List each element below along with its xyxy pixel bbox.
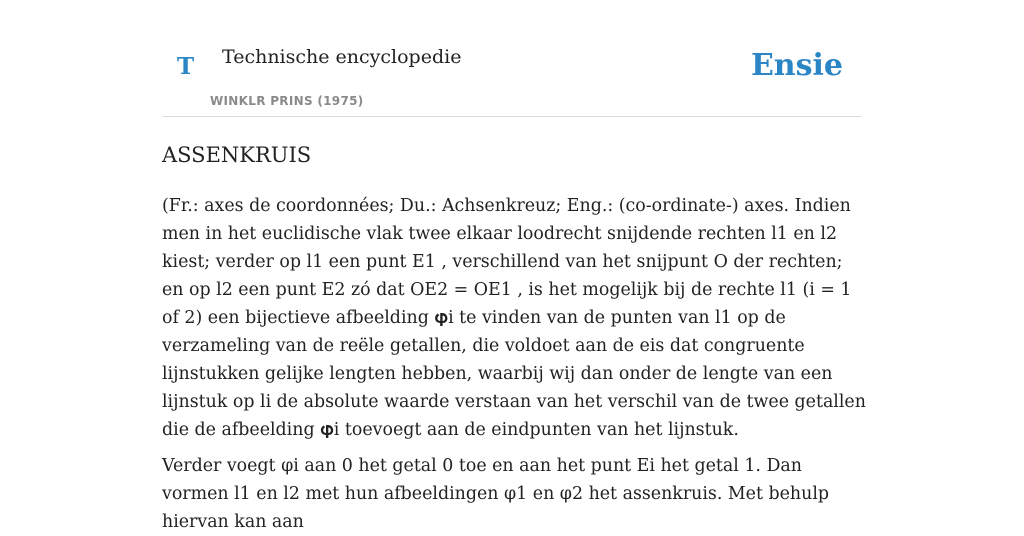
encyclopedia-logo-icon[interactable]: T [177,53,195,80]
article-paragraph-1: (Fr.: axes de coordonnées; Du.: Achsenkreuz; Eng.: (co-ordinate-) axes. Indien men in het euclidische vlak twee elkaar loodrecht snijdende rechten l1 en l2 kiest; verder op l1 een punt E1 , verschillend van het snijpunt O der rechten; en op l2 een punt E2 zó dat OE2 = OE1 , is het mogelijk bij de rechte l1 (i = 1 of 2) een bijectieve afbeelding 𝛗i te vinden van de punten van l1 op de verzameling van de reële getallen, die voldoet aan de eis dat congruente lijnstukken gelijke lengten hebben, waarbij wij dan onder de lengte van een lijnstuk op li de absolute waarde verstaan van het verschil van de twee getallen die de afbeelding 𝛗i toevoegt aan de eindpunten van het lijnstuk. [162,196,866,440]
article-title: ASSENKRUIS [162,143,312,167]
ensie-brand-logo[interactable]: Ensie [750,48,843,83]
book-edition-label: WINKLR PRINS (1975) [210,94,364,108]
book-title-link[interactable]: Technische encyclopedie [222,46,462,68]
article-paragraph-2: Verder voegt φi aan 0 het getal 0 toe en aan het punt Ei het getal 1. Dan vormen l1 en l2 met hun afbeeldingen φ1 en φ2 het assenkruis. Met behulp hiervan kan aan [162,456,830,532]
article-body [162,140,866,536]
site-header [162,0,862,117]
